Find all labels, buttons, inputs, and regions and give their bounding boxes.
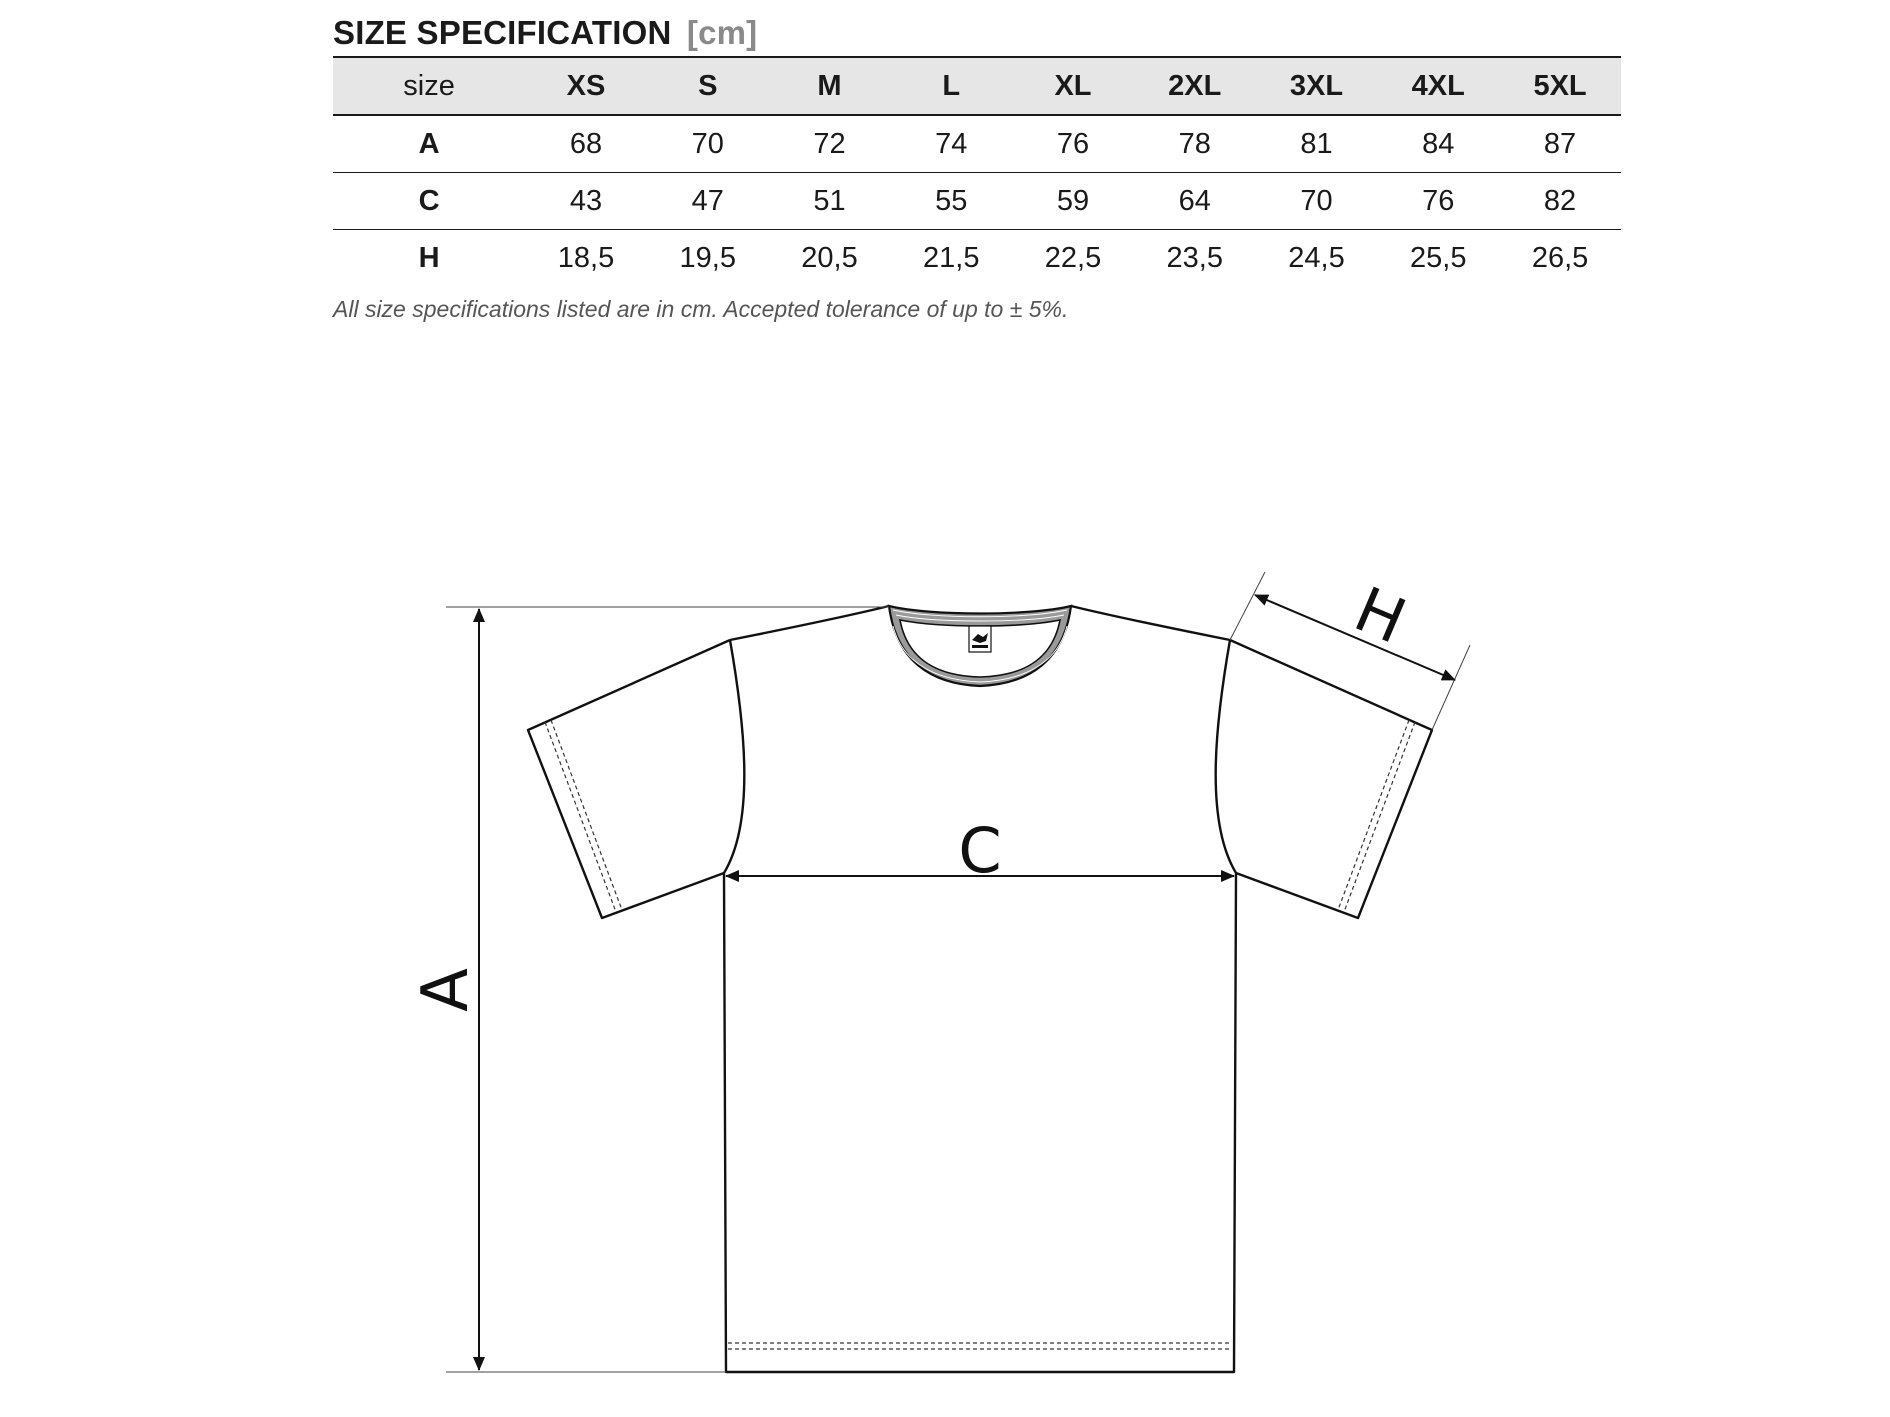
table-header-size: 2XL — [1168, 69, 1222, 102]
table-header-size: XL — [1054, 69, 1092, 102]
row-label: C — [418, 184, 440, 217]
table-cell: 25,5 — [1410, 241, 1467, 274]
dimension-h-guide-inner — [1230, 572, 1265, 640]
table-cell: 68 — [569, 127, 603, 160]
dimension-h-guide-outer — [1432, 645, 1470, 730]
table-cell: 76 — [1056, 127, 1090, 160]
table-cell: 51 — [813, 184, 846, 217]
dimension-h — [1230, 572, 1470, 730]
table-cell: 21,5 — [923, 241, 980, 274]
table-cell: 18,5 — [557, 241, 615, 274]
row-label: A — [418, 127, 440, 160]
right-sleeve — [1230, 640, 1432, 918]
table-cell: 43 — [569, 184, 603, 217]
table-header-label: size — [403, 69, 455, 102]
table-cell: 64 — [1178, 184, 1211, 217]
table-header-size: L — [942, 69, 961, 102]
table-cell: 59 — [1056, 184, 1090, 217]
table-cell: 87 — [1543, 127, 1577, 160]
table-header-size: 4XL — [1411, 69, 1465, 102]
spec-unit: [cm] — [686, 14, 758, 51]
table-cell: 81 — [1300, 127, 1333, 160]
table-header-size: 5XL — [1533, 69, 1587, 102]
spec-title-text: SIZE SPECIFICATION — [333, 14, 672, 51]
table-cell: 19,5 — [679, 241, 736, 274]
dimension-c — [726, 814, 1234, 887]
table-cell: 78 — [1178, 127, 1211, 160]
table-cell: 22,5 — [1044, 241, 1102, 274]
table-cell: 24,5 — [1288, 241, 1345, 274]
dimension-c-label: C — [958, 814, 1002, 887]
table-cell: 23,5 — [1166, 241, 1223, 274]
table-header-size: 3XL — [1289, 69, 1344, 102]
table-header-size: M — [817, 69, 842, 102]
table-cell: 70 — [1300, 184, 1333, 217]
table-cell: 26,5 — [1531, 241, 1589, 274]
tolerance-note: All size specifications listed are in cm. Accepted tolerance of up to ± 5%. — [333, 296, 1069, 322]
table-cell: 72 — [813, 127, 846, 160]
table-header-size: S — [698, 69, 718, 102]
table-cell: 82 — [1543, 184, 1577, 217]
neck-label — [969, 626, 991, 652]
row-label: H — [418, 241, 440, 274]
hem-stitching — [728, 1343, 1232, 1349]
dimension-a — [409, 607, 889, 1372]
dimension-a-label: A — [409, 968, 483, 1012]
tshirt-body — [724, 606, 1236, 1372]
tshirt-outline — [528, 606, 1432, 1372]
table-cell: 20,5 — [801, 241, 858, 274]
table-cell: 70 — [691, 127, 724, 160]
table-cell: 47 — [691, 184, 724, 217]
table-cell: 84 — [1422, 127, 1455, 160]
table-header-size: XS — [566, 69, 606, 102]
table-cell: 55 — [935, 184, 968, 217]
table-cell: 74 — [935, 127, 968, 160]
dimension-h-label: H — [1344, 572, 1417, 658]
left-sleeve — [528, 640, 730, 918]
table-cell: 76 — [1422, 184, 1455, 217]
